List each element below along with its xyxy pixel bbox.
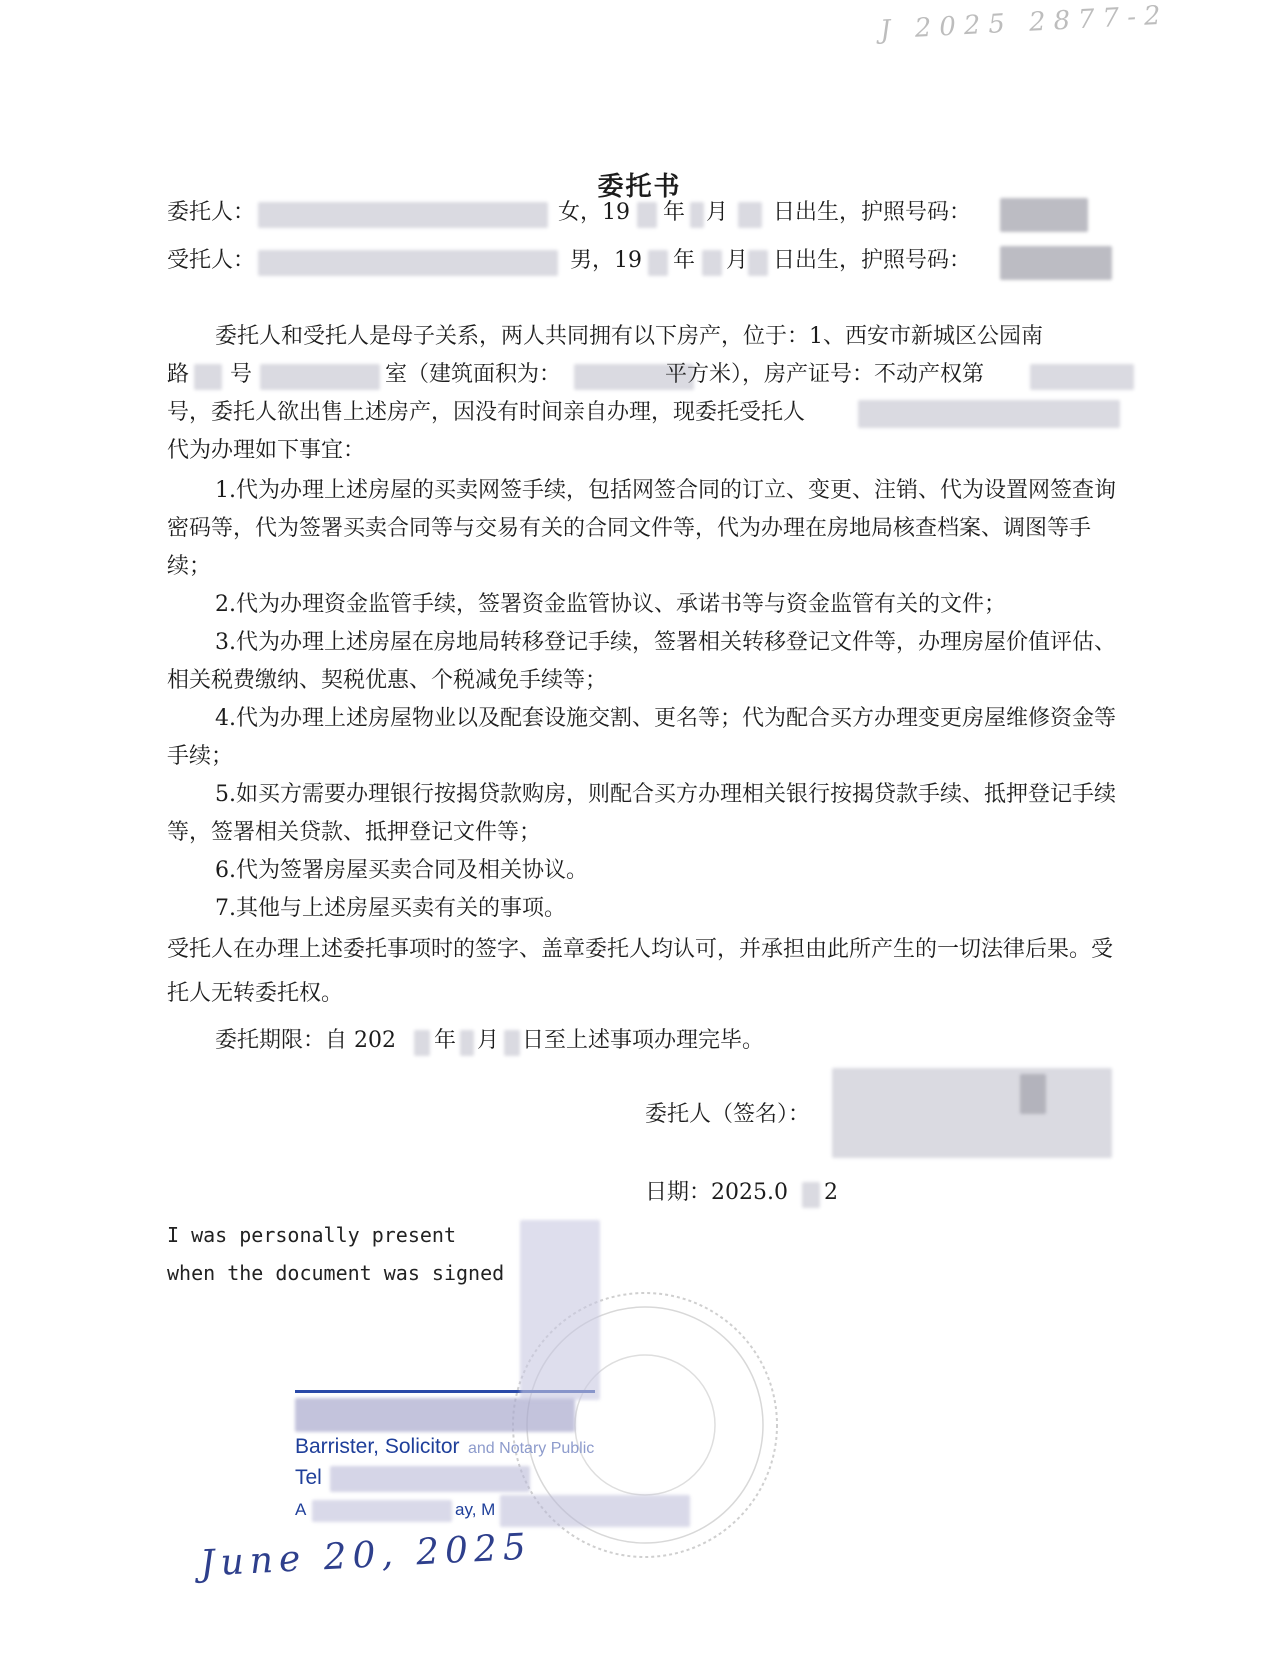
- item-4: 4.代为办理上述房屋物业以及配套设施交割、更名等；代为配合买方办理变更房屋维修资金等手续；: [167, 706, 1116, 769]
- agent-label: 受托人：: [167, 248, 256, 273]
- principal-gender-year: 女，19: [558, 200, 630, 225]
- redacted-agent-passport-number: [1000, 246, 1112, 280]
- item-1: 1.代为办理上述房屋的买卖网签手续，包括网签合同的订立、变更、注销、代为设置网签查询密码等，代为签署买卖合同等与交易有关的合同文件等，代为办理在房地局核查档案、调图等手续；: [167, 478, 1116, 579]
- agent-year-char: 年: [673, 248, 696, 273]
- redacted-principal-passport-number: [1000, 198, 1088, 232]
- intro-line-2-number: 号: [230, 362, 253, 387]
- signature-date-label: 日期：2025.0: [645, 1180, 788, 1205]
- item-3: 3.代为办理上述房屋在房地局转移登记手续，签署相关转移登记文件等，办理房屋价值评估、相关税费缴纳、契税优惠、个税减免手续等；: [167, 630, 1116, 693]
- principal-month-char: 月: [706, 200, 729, 225]
- principal-birth-passport-label: 日出生，护照号码：: [773, 200, 972, 225]
- redacted-principal-birth-day: [738, 202, 762, 228]
- redacted-principal-birth-year: [637, 202, 657, 228]
- intro-line-2-area: 室（建筑面积为：: [385, 362, 562, 387]
- redacted-road-number: [194, 364, 222, 390]
- intro-line-3: 号，委托人欲出售上述房产，因没有时间亲自办理，现委托受托人: [167, 400, 806, 425]
- signature-label: 委托人（签名）：: [645, 1102, 811, 1127]
- redacted-signature: [832, 1068, 1112, 1158]
- redacted-certificate-number: [1030, 364, 1134, 390]
- redacted-signature-date: [802, 1182, 820, 1208]
- term-suffix: 日至上述事项办理完毕。: [522, 1028, 765, 1053]
- notary-statement-line-2: when the document was signed: [167, 1261, 505, 1285]
- notary-address-tail: ay, M: [455, 1500, 496, 1519]
- notary-title-tail: and Notary Public: [468, 1440, 595, 1457]
- item-6: 6.代为签署房屋买卖合同及相关协议。: [215, 858, 588, 883]
- redacted-agent-name-inline: [858, 400, 1120, 428]
- closing-statement: 受托人在办理上述委托事项时的签字、盖章委托人均认可，并承担由此所产生的一切法律后果。受托人无转委托权。: [167, 937, 1114, 1006]
- item-7: 7.其他与上述房屋买卖有关的事项。: [215, 896, 566, 921]
- redacted-term-month: [460, 1030, 474, 1056]
- handwritten-notary-date: June 20, 2025: [199, 1526, 533, 1585]
- redacted-agent-birth-day: [748, 250, 768, 276]
- item-2: 2.代为办理资金监管手续，签署资金监管协议、承诺书等与资金监管有关的文件；: [215, 592, 1006, 617]
- principal-label: 委托人：: [167, 200, 256, 225]
- intro-line-4: 代为办理如下事宜：: [167, 438, 366, 463]
- redacted-notary-name: [295, 1398, 575, 1432]
- notary-statement-line-1: I was personally present: [167, 1223, 456, 1247]
- redacted-principal-name: [258, 202, 548, 228]
- redacted-signature-mark: [1020, 1074, 1046, 1114]
- agent-gender-year: 男，19: [570, 248, 642, 273]
- redacted-notary-signature: [520, 1220, 600, 1400]
- redacted-principal-birth-month: [690, 202, 704, 228]
- redacted-term-year: [414, 1030, 430, 1056]
- notary-address-line: A: [295, 1500, 307, 1519]
- redacted-agent-birth-month: [702, 250, 722, 276]
- principal-year-char: 年: [663, 200, 686, 225]
- authorized-items: [167, 472, 1122, 1016]
- intro-line-2-road: 路: [167, 362, 190, 387]
- signature-date-tail: 2: [824, 1180, 838, 1205]
- redacted-notary-phone: [330, 1466, 530, 1492]
- redacted-room-number: [260, 364, 380, 390]
- term-prefix: 委托期限：自 202: [215, 1028, 396, 1053]
- intro-line-2-cert: 平方米），房产证号：不动产权第: [665, 362, 985, 387]
- redacted-agent-name: [258, 250, 558, 276]
- redacted-notary-address-2: [500, 1495, 690, 1527]
- notary-title-line: Barrister, Solicitor: [295, 1435, 460, 1458]
- term-month-char: 月: [477, 1028, 500, 1053]
- redacted-term-day: [504, 1030, 520, 1056]
- redacted-notary-address: [312, 1500, 452, 1522]
- agent-month-char: 月: [726, 248, 749, 273]
- agent-birth-passport-label: 日出生，护照号码：: [773, 248, 972, 273]
- intro-line-1: 委托人和受托人是母子关系，两人共同拥有以下房产，位于：1、西安市新城区公园南: [215, 324, 1043, 349]
- handwritten-reference-number: J 2025 2877-2: [879, 0, 1170, 46]
- item-5: 5.如买方需要办理银行按揭贷款购房，则配合买方办理相关银行按揭贷款手续、抵押登记手续等，签署相关贷款、抵押登记文件等；: [167, 782, 1116, 845]
- document-title: 委托书: [597, 172, 682, 202]
- term-year-char: 年: [434, 1028, 457, 1053]
- redacted-agent-birth-year: [648, 250, 668, 276]
- notary-tel-line: Tel: [295, 1466, 322, 1489]
